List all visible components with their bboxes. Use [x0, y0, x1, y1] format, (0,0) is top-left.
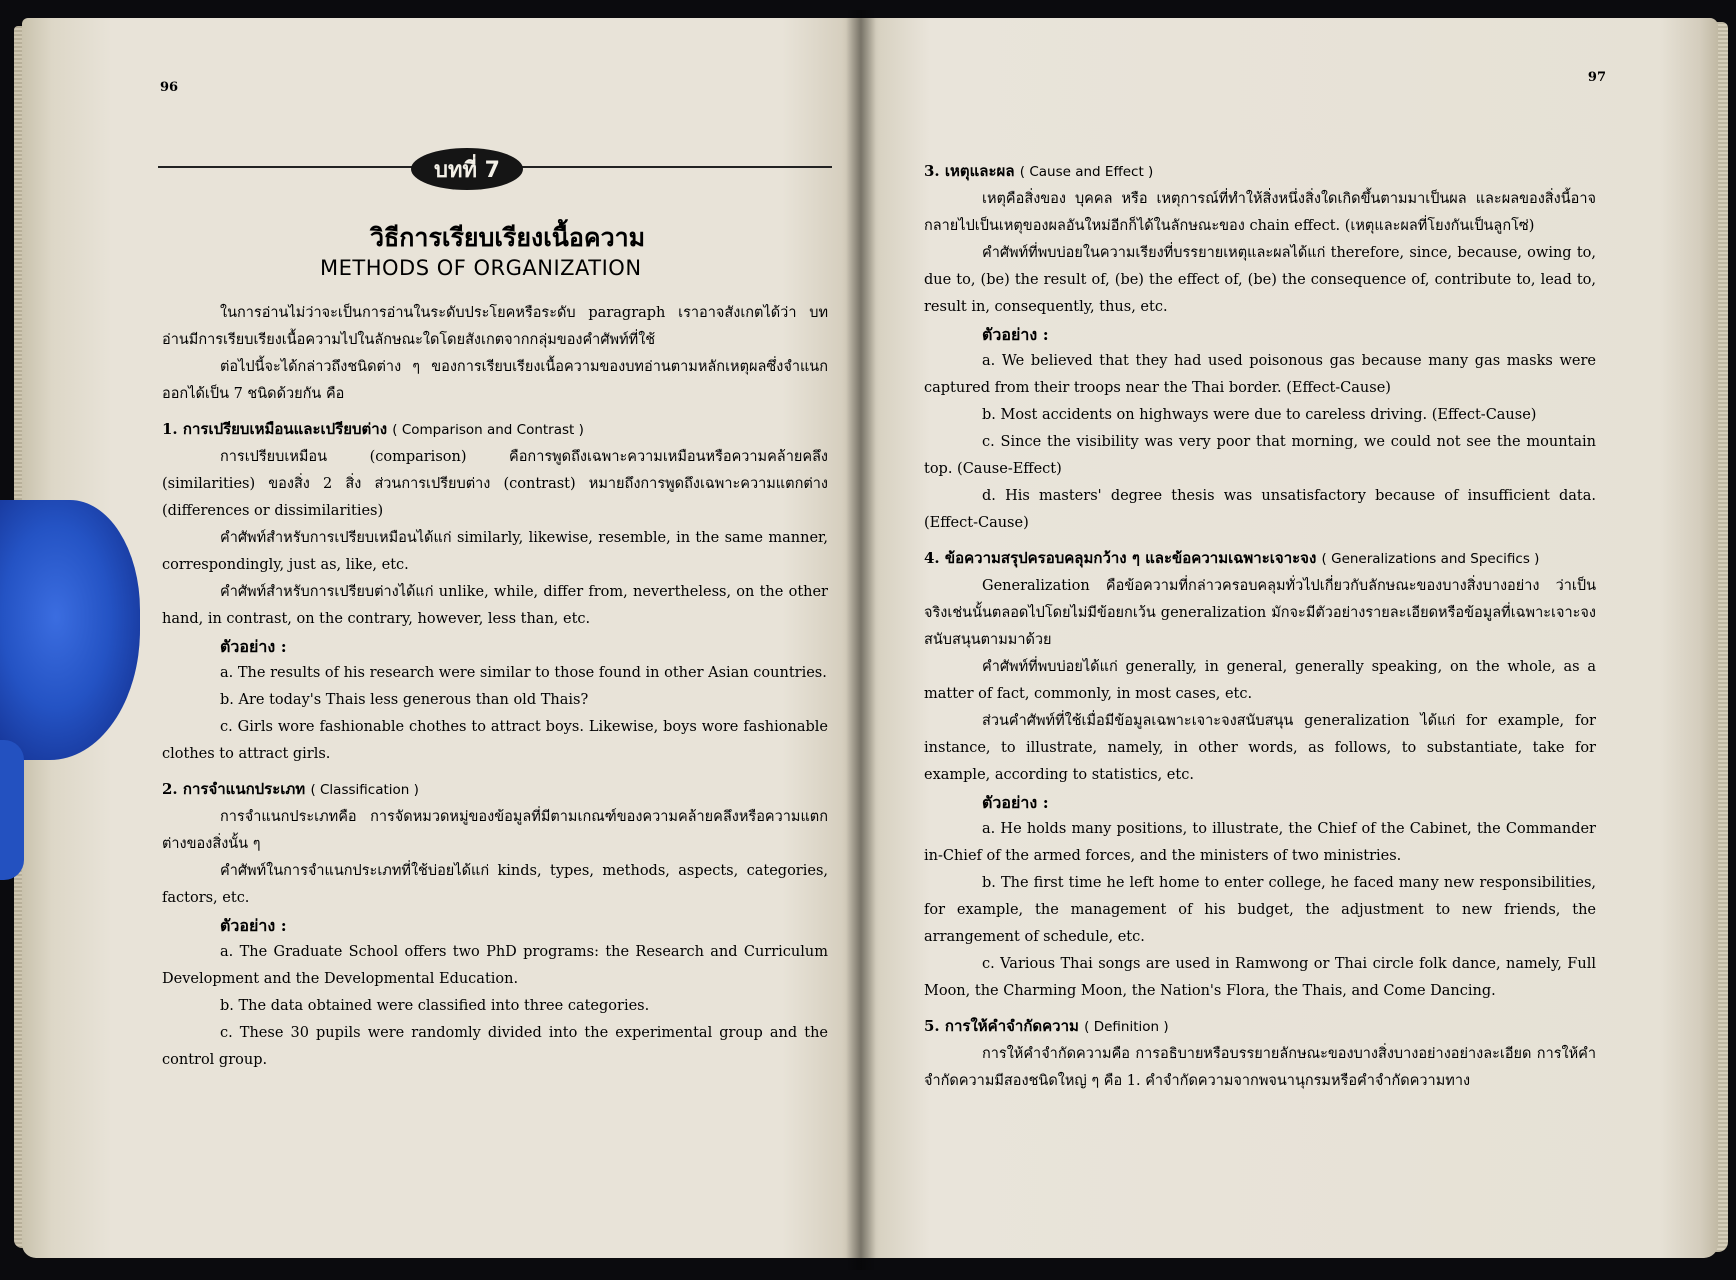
example-item: c. Girls wore fashionable chothes to attract boys. Likewise, boys wore fashionable clothes to attract girls.: [162, 719, 828, 762]
chapter-badge: บทที่ 7: [411, 148, 523, 190]
book-gutter-shadow: [846, 10, 876, 1270]
section-heading-english: ( Classification ): [310, 782, 419, 798]
body-paragraph: การจำแนกประเภทคือ การจัดหมวดหมู่ของข้อมูลที่มีตามเกณฑ์ของความคล้ายคลึงหรือความแตกต่างของสิ่งนั้น ๆ: [162, 809, 828, 852]
body-paragraph: คำศัพท์ที่พบบ่อยในความเรียงที่บรรยายเหตุและผลได้แก่ therefore, since, because, owing to, due to, (be) the result of, (be) the effect of, (be) the consequence of, contribute to, lead to, result in, consequently, thus, etc.: [924, 245, 1596, 315]
section-heading-thai: 5. การให้คำจำกัดความ: [924, 1017, 1079, 1035]
body-paragraph: การเปรียบเหมือน (comparison) คือการพูดถึงเฉพาะความเหมือนหรือความคล้ายคลึง (similarities) ของสิ่ง 2 สิ่ง ส่วนการเปรียบต่าง (contrast) หมายถึงการพูดถึงเฉพาะความแตกต่าง (differences or dissimilarities): [162, 449, 828, 519]
example-label: ตัวอย่าง :: [982, 793, 1049, 812]
example-item: a. The results of his research were similar to those found in other Asian countries.: [220, 665, 827, 681]
section-heading: [924, 158, 1596, 186]
example-item: b. Most accidents on highways were due to careless driving. (Effect-Cause): [982, 407, 1537, 423]
example-label: ตัวอย่าง :: [982, 325, 1049, 344]
example-item: c. Since the visibility was very poor that morning, we could not see the mountain top. (Cause-Effect): [924, 434, 1596, 477]
example-item: a. The Graduate School offers two PhD programs: the Research and Curriculum Development and the Developmental Education.: [162, 944, 828, 987]
example-item: d. His masters' degree thesis was unsatisfactory because of insufficient data. (Effect-Cause): [924, 488, 1596, 531]
body-paragraph: คำศัพท์สำหรับการเปรียบต่างได้แก่ unlike, while, differ from, nevertheless, on the other hand, in contrast, on the contrary, however, less than, etc.: [162, 584, 828, 627]
section-heading-thai: 3. เหตุและผล: [924, 162, 1015, 180]
intro-paragraph: ในการอ่านไม่ว่าจะเป็นการอ่านในระดับประโยคหรือระดับ paragraph เราอาจสังเกตได้ว่า บทอ่านมีการเรียบเรียงเนื้อความไปในลักษณะใดโดยสังเกตจากกลุ่มของคำศัพท์ที่ใช้: [162, 305, 828, 348]
section-heading: [162, 416, 828, 444]
body-paragraph: คำศัพท์ที่พบบ่อยได้แก่ generally, in general, generally speaking, on the whole, as a matter of fact, commonly, in most cases, etc.: [924, 659, 1596, 702]
body-paragraph: ส่วนคำศัพท์ที่ใช้เมื่อมีข้อมูลเฉพาะเจาะจงสนับสนุน generalization ได้แก่ for example, for instance, to illustrate, namely, in other words, as follows, to substantiate, take for example, according to statistics, etc.: [924, 713, 1596, 783]
left-page-number: 96: [160, 80, 179, 95]
section-heading: [924, 545, 1596, 573]
chapter-header-rule: [158, 148, 832, 188]
body-paragraph: Generalization คือข้อความที่กล่าวครอบคลุมทั่วไปเกี่ยวกับลักษณะของบางสิ่งบางอย่าง ว่าเป็นจริงเช่นนั้นตลอดไปโดยไม่มีข้อยกเว้น generalization มักจะมีตัวอย่างรายละเอียดหรือข้อมูลที่เฉพาะเจาะจงสนับสนุนตามมาด้วย: [924, 578, 1596, 648]
intro-paragraph: ต่อไปนี้จะได้กล่าวถึงชนิดต่าง ๆ ของการเรียบเรียงเนื้อความของบทอ่านตามหลักเหตุผลซึ่งจำแนกออกได้เป็น 7 ชนิดด้วยกัน คือ: [162, 359, 828, 402]
example-item: b. The first time he left home to enter college, he faced many new responsibilities, for example, the management of his budget, the adjustment to new friends, the arrangement of schedule, etc.: [924, 875, 1596, 945]
example-item: a. We believed that they had used poisonous gas because many gas masks were captured from their troops near the Thai border. (Effect-Cause): [924, 353, 1596, 396]
example-item: b. Are today's Thais less generous than old Thais?: [220, 692, 589, 708]
example-item: b. The data obtained were classified into three categories.: [220, 998, 650, 1014]
example-item: a. He holds many positions, to illustrate, the Chief of the Cabinet, the Commander in-Chief of the armed forces, and the ministers of two ministries.: [924, 821, 1596, 864]
left-page-body: [162, 300, 828, 1074]
body-paragraph: คำศัพท์ในการจำแนกประเภทที่ใช้บ่อยได้แก่ kinds, types, methods, aspects, categories, factors, etc.: [162, 863, 828, 906]
section-heading-thai: 1. การเปรียบเหมือนและเปรียบต่าง: [162, 420, 388, 438]
example-label: ตัวอย่าง :: [220, 637, 287, 656]
chapter-title-english: METHODS OF ORGANIZATION: [320, 256, 642, 280]
section-heading-thai: 4. ข้อความสรุปครอบคลุมกว้าง ๆ และข้อความเฉพาะเจาะจง: [924, 549, 1317, 567]
chapter-title-thai: วิธีการเรียบเรียงเนื้อความ: [370, 223, 646, 252]
section-heading-english: ( Generalizations and Specifics ): [1321, 551, 1540, 567]
body-paragraph: เหตุคือสิ่งของ บุคคล หรือ เหตุการณ์ที่ทำให้สิ่งหนึ่งสิ่งใดเกิดขึ้นตามมาเป็นผล และผลของสิ่งนี้อาจกลายไปเป็นเหตุของผลอันใหม่อีกก็ได้ในลักษณะของ chain effect. (เหตุและผลที่โยงกันเป็นลูกโซ่): [924, 191, 1596, 234]
section-heading-english: ( Cause and Effect ): [1019, 164, 1154, 180]
right-page-body: [924, 150, 1596, 1095]
example-item: c. These 30 pupils were randomly divided into the experimental group and the control group.: [162, 1025, 828, 1068]
blue-glove-hand: [0, 740, 24, 880]
section-heading-english: ( Definition ): [1084, 1019, 1169, 1035]
example-label: ตัวอย่าง :: [220, 916, 287, 935]
section-heading-english: ( Comparison and Contrast ): [392, 422, 584, 438]
section-heading-thai: 2. การจำแนกประเภท: [162, 780, 306, 798]
section-heading: [924, 1013, 1596, 1041]
section-heading: [162, 776, 828, 804]
body-paragraph: การให้คำจำกัดความคือ การอธิบายหรือบรรยายลักษณะของบางสิ่งบางอย่างอย่างละเอียด การให้คำจำกัดความมีสองชนิดใหญ่ ๆ คือ 1. คำจำกัดความจากพจนานุกรมหรือคำจำกัดความทาง: [924, 1046, 1596, 1089]
right-page-number: 97: [1587, 70, 1606, 85]
example-item: c. Various Thai songs are used in Ramwong or Thai circle folk dance, namely, Full Moon, the Charming Moon, the Nation's Flora, the Thais, and Come Dancing.: [924, 956, 1596, 999]
body-paragraph: คำศัพท์สำหรับการเปรียบเหมือนได้แก่ similarly, likewise, resemble, in the same manner, correspondingly, just as, like, etc.: [162, 530, 828, 573]
